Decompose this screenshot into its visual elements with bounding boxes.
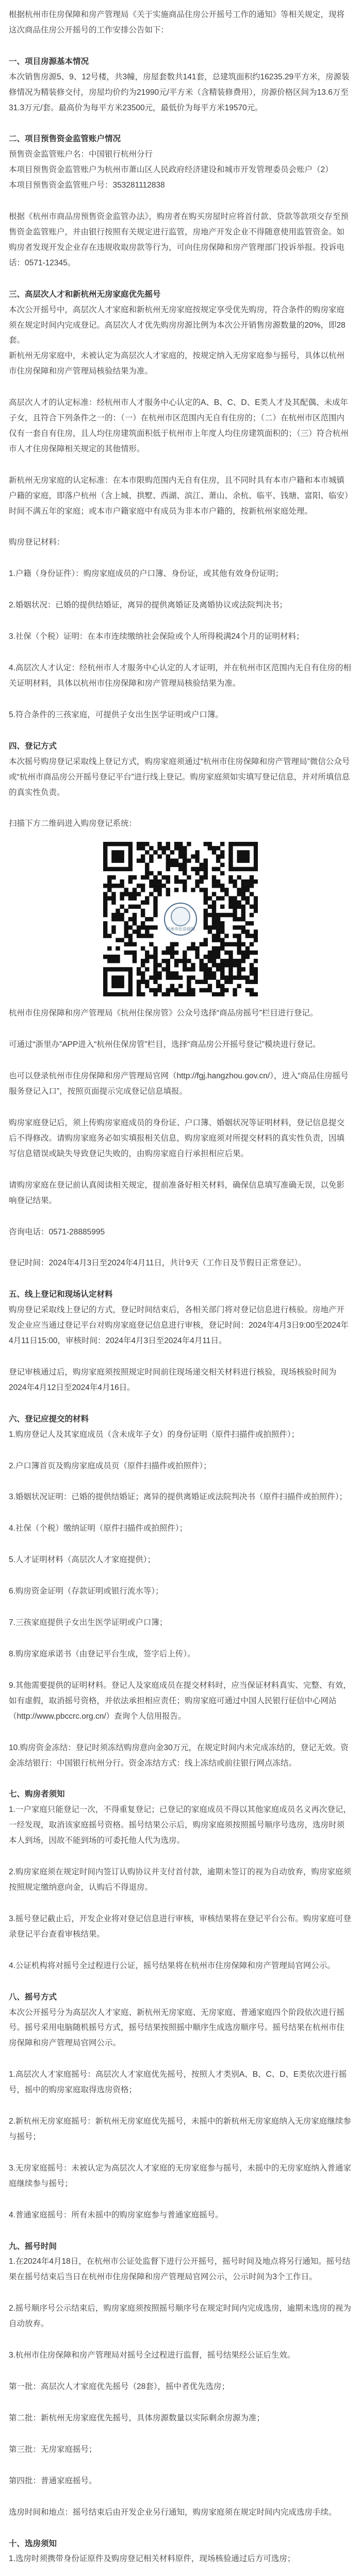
section-heading: 七、购房者须知	[9, 1790, 65, 1799]
paragraph-spacer	[9, 1053, 352, 1069]
paragraph-spacer	[9, 1771, 352, 1787]
paragraph-spacer	[9, 2458, 352, 2473]
paragraph: 2.购房家庭须在规定时间内签订认购协议并支付首付款，逾期未签订的视为自动放弃，购房家庭须按照规定缴纳意向金，认购后不得退房。	[9, 1868, 351, 1892]
paragraph-spacer	[9, 1599, 352, 1615]
paragraph: 3.婚姻状况证明：已婚的提供结婚证；离异的提供离婚证或法院判决书（原件扫描件或拍照件）；	[9, 1493, 348, 1502]
paragraph: 高层次人才的认定标准：经杭州市人才服务中心认定的A、B、C、D、E类人才及其配偶、未成年子女，且符合下列条件之一的：（一）在杭州市区范围内无自有住房的；（二）在杭州市区范围内仅有一套自有住房，且人均住房建筑面积低于杭州市上年度人均住房建筑面积的；（三）符合杭州市人才住房保障相关规定的其他情形。	[9, 398, 349, 453]
section-heading: 三、高层次人才和新杭州无房家庭优先摇号	[9, 290, 161, 299]
notice-body-part-2	[9, 1006, 352, 2576]
paragraph: 7.三孩家庭提供子女出生医学证明或户口簿；	[9, 1618, 168, 1628]
section-heading: 五、线上登记和现场认定材料	[9, 1290, 113, 1299]
paragraph-spacer	[9, 691, 352, 707]
paragraph-spacer	[9, 2098, 352, 2114]
paragraph: 8.购房家庭承诺书（由登记平台生成，签字后上传）。	[9, 1650, 195, 1658]
paragraph: 1.在2024年4月18日，在杭州市公证处监督下进行公开摇号，摇号时间及地点将另行通知。摇号结果在摇号结束后当日在杭州市住房保障和房产管理局官网公示，公示时间为3个工作日。	[9, 2257, 351, 2282]
paragraph: 2.摇号顺序号公示结束后，购房家庭须按照摇号顺序号在规定时间内完成选房，逾期未选房的视为自动放弃。	[9, 2304, 351, 2329]
paragraph-spacer	[9, 645, 352, 660]
paragraph-spacer	[9, 2192, 352, 2208]
registration-qr-code[interactable]	[103, 842, 258, 996]
paragraph: 购房家庭登记后，须上传购房家庭成员的身份证、户口簿、婚姻状况等证明材料，登记信息提交后不得修改。请购房家庭务必如实填报相关信息，购房家庭须对所提交材料的真实性负责，因填写信息错误或缺失导致登记失败的，由购房家庭自行承担相应后果。	[9, 1118, 345, 1158]
paragraph: 购房登记采取线上登记的方式，登记时间结束后，各相关部门将对登记信息进行核验。房地产开发企业应当通过登记平台对购房家庭登记信息进行审核，登记时间：2024年4月3日9:00至2024年4月11日15:00，审核时间：2024年4月3日至2024年4月11日。	[9, 1306, 349, 1346]
paragraph: 3.无房家庭摇号：未被认定为高层次人才家庭的无房家庭参与摇号，未摇中的无房家庭纳入普通家庭继续参与摇号；	[9, 2163, 351, 2188]
paragraph: 1.一户家庭只能登记一次，不得重复登记；已登记的家庭成员不得以其他家庭成员名义再次登记，一经发现，取消该家庭摇号资格。摇号结果公示后，购房家庭须按照摇号顺序号选房，选房时须本人到场，因故不能到场的可委托他人代为选房。	[9, 1805, 351, 1845]
paragraph-spacer	[9, 1443, 352, 1459]
qr-center-emblem	[162, 901, 199, 938]
paragraph: 5.人才证明材料（高层次人才家庭提供）；	[9, 1555, 156, 1565]
paragraph: 1.选房时须携带身份证原件及购房登记相关材料原件，现场核验通过后方可选房；	[9, 2554, 296, 2564]
paragraph-spacer	[9, 1240, 352, 1256]
paragraph-spacer	[9, 1162, 352, 1178]
paragraph-spacer	[9, 2489, 352, 2505]
paragraph-spacer	[9, 1536, 352, 1552]
paragraph-spacer	[9, 1473, 352, 1489]
paragraph-spacer	[9, 1209, 352, 1225]
paragraph-spacer	[9, 193, 352, 209]
paragraph: 2.新杭州无房家庭摇号：新杭州无房家庭优先摇号，未摇中的新杭州无房家庭纳入无房家庭继续参与摇号；	[9, 2117, 351, 2141]
paragraph: 咨询电话：0571-28885995	[9, 1227, 105, 1236]
paragraph: 登记审核通过后，购房家庭须按照规定时间前往现场递交相关材料进行核验，现场核验时间为2024年4月12日至2024年4月16日。	[9, 1367, 337, 1392]
paragraph: 5.符合条件的三孩家庭，可提供子女出生医学证明或户口簿。	[9, 710, 223, 719]
paragraph: 也可以登录杭州市住房保障和房产管理局官网（http://fgj.hangzhou.gov.cn/），进入“商品住房摇号服务登记入口”，按照页面提示完成登记信息填报。	[9, 1072, 349, 1096]
paragraph-spacer	[9, 1942, 352, 1958]
section-heading: 二、项目预售资金监管账户情况	[9, 134, 121, 144]
paragraph: 3.杭州市住房保障和房产管理局对摇号全过程进行监督，摇号结果经公证后生效。	[9, 2351, 296, 2360]
paragraph-spacer	[9, 723, 352, 739]
section-heading: 六、登记应提交的材料	[9, 1414, 89, 1423]
paragraph-spacer	[9, 457, 352, 473]
paragraph: 1.购房登记人及其家庭成员（含未成年子女）的身份证明（原件扫描件或拍照件）；	[9, 1430, 300, 1439]
paragraph: 新杭州无房家庭的认定标准：在本市限购范围内无自有住房，且不同时具有本市户籍和本市城镇户籍的家庭，即落户杭州（含上城、拱墅、西湖、滨江、萧山、余杭、临平、钱塘、富阳、临安）时间不满五年的家庭；或本市户籍家庭中有成员为非本市户籍的，按新杭州家庭处理。	[9, 476, 349, 516]
section-heading: 十、选房须知	[9, 2539, 57, 2548]
paragraph: 选房时间和地点：摇号结束后由开发企业另行通知，购房家庭须在规定时间内完成选房手续。	[9, 2507, 337, 2517]
paragraph: 第三批：无房家庭摇号；	[9, 2445, 97, 2454]
paragraph: 4.公证机构将对摇号全过程进行公证，摇号结果将在杭州市住房保障和房产管理局官网公示。	[9, 1961, 335, 1970]
paragraph: 10.购房资金冻结：登记时须冻结购房意向金30万元，在规定时间内未完成冻结的，登记无效。资金冻结银行：中国银行杭州分行。资金冻结方式：线上冻结或前往银行网点冻结。	[9, 1743, 349, 1768]
paragraph: 根据杭州市住房保障和房产管理局《关于实施商品住房公开摇号工作的通知》等相关规定，现将这次商品住房公开摇号的工作安排公告如下：	[9, 10, 345, 35]
emblem-icon	[164, 903, 197, 936]
paragraph: 登记时间：2024年4月3日至2024年4月11日，共计9天（工作日及节假日正常登记）。	[9, 1259, 306, 1268]
paragraph: 请购房家庭在登记前认真阅读相关规定，提前准备好相关材料，确保信息填写准确无误，以免影响登记结果。	[9, 1180, 345, 1205]
section-heading: 四、登记方式	[9, 741, 57, 751]
paragraph-spacer	[9, 271, 352, 287]
paragraph-spacer	[9, 2520, 352, 2536]
paragraph: 本次摇号购房登记采取线上登记方式，购房家庭须通过“杭州市住房保障和房产管理局”微信公众号或“杭州市商品房公开摇号登记平台”进行线上登记。购房家庭须如实填写登记信息，并对所填信息的真实性负责。	[9, 757, 350, 797]
section-heading: 八、摇号方式	[9, 1992, 57, 2002]
paragraph: 1.高层次人才家庭摇号：高层次人才家庭优先摇号，按照人才类别A、B、C、D、E类依次进行摇号，摇中的购房家庭取得选房资格；	[9, 2070, 347, 2095]
paragraph: 预售资金监管账户名：中国银行杭州分行	[9, 150, 153, 159]
paragraph-spacer	[9, 2426, 352, 2442]
paragraph: 第四批：普通家庭摇号。	[9, 2476, 97, 2485]
paragraph: 3.社保（个税）证明：在本市连续缴纳社会保险或个人所得税满24个月的证明材料；	[9, 632, 304, 641]
paragraph: 第二批：新杭州无房家庭优先摇号，具体房源数量以实际剩余房源为准；	[9, 2413, 265, 2422]
paragraph: 第一批：高层次人才家庭优先摇号（28套），摇中者优先选房；	[9, 2382, 229, 2391]
paragraph: 杭州市住房保障和房产管理局《杭州住保房管》公众号选择“商品房摇号”栏目进行登记。	[9, 1009, 318, 1018]
paragraph: 9.其他需要提供的证明材料。登记人及家庭成员在提交材料时，应当保证材料真实、完整、有效，如有虚假，取消摇号资格，并依法承担相应责任；购房家庭可通过中国人民银行征信中心网站（http://www.pbccrc.org.cn/）查询个人信用报告。	[9, 1681, 351, 1721]
paragraph-spacer	[9, 1099, 352, 1115]
paragraph-spacer	[9, 115, 352, 131]
paragraph: 6.购房资金证明（存款证明或银行流水等）；	[9, 1587, 163, 1596]
paragraph-spacer	[9, 2145, 352, 2161]
paragraph-spacer	[9, 38, 352, 54]
paragraph-spacer	[9, 2567, 352, 2576]
paragraph-spacer	[9, 1974, 352, 1990]
paragraph: 4.普通家庭摇号：所有未摇中的购房家庭参与普通家庭摇号。	[9, 2210, 223, 2219]
paragraph-spacer	[9, 1568, 352, 1584]
paragraph: 扫描下方二维码进入购房登记系统：	[9, 819, 137, 828]
paragraph: 本项目预售资金监管账户为杭州市萧山区人民政府经济建设和城市开发管理委员会账户（2）	[9, 165, 333, 175]
paragraph-spacer	[9, 1021, 352, 1037]
paragraph-spacer	[9, 1505, 352, 1521]
paragraph: 新杭州无房家庭中，未被认定为高层次人才家庭的，按规定纳入无房家庭参与摇号，具体以杭州市住房保障和房产管理局核验结果为准。	[9, 351, 345, 376]
paragraph-spacer	[9, 1895, 352, 1911]
paragraph: 4.高层次人才认定：经杭州市人才服务中心认定的人才证明，并在杭州市区范围内无自有住房的相关证明材料，具体以杭州市住房保障和房产管理局核验结果为准。	[9, 664, 351, 688]
paragraph-spacer	[9, 2051, 352, 2067]
paragraph-spacer	[9, 550, 352, 566]
qr-caption: 杭州市住房保障	[166, 927, 195, 932]
paragraph-spacer	[9, 1631, 352, 1647]
paragraph: 3.摇号登记截止后，开发企业将对登记信息进行审核，审核结果将在登记平台公布。购房家庭可登录登记平台查看审核结果。	[9, 1914, 351, 1939]
paragraph-spacer	[9, 1849, 352, 1865]
paragraph-spacer	[9, 519, 352, 535]
paragraph-spacer	[9, 2332, 352, 2348]
paragraph: 购房登记材料：	[9, 538, 65, 547]
paragraph-spacer	[9, 1396, 352, 1412]
paragraph: 2.户口簿首页及购房家庭成员页（原件扫描件或拍照件）；	[9, 1461, 211, 1470]
paragraph-spacer	[9, 2285, 352, 2301]
paragraph-spacer	[9, 1662, 352, 1678]
paragraph-spacer	[9, 800, 352, 816]
paragraph-spacer	[9, 1349, 352, 1365]
paragraph: 本次公开摇号中，高层次人才家庭和新杭州无房家庭按规定享受优先购房，符合条件的购房家庭须在规定时间内完成登记。高层次人才优先购房房源比例为本次公开销售房源数量的20%，即28套。	[9, 305, 346, 345]
section-heading: 九、摇号时间	[9, 2242, 57, 2251]
paragraph: 4.社保（个税）缴纳证明（原件扫描件或拍照件）；	[9, 1524, 188, 1533]
paragraph: 本次销售房源5、9、12号楼，共3幢，房屋套数共141套，总建筑面积约16235.29平方米，房源装修情况为精装修交付，房屋均价约为21990元/平方米（含精装修费用），房源价格区间为13.6万至31.3万元/套。最高价为每平方米23500元，最低价为每平方米19570元。	[9, 72, 350, 112]
paragraph-spacer	[9, 1271, 352, 1287]
paragraph: 根据《杭州市商品房预售资金监管办法》，购房者在购买房屋时应将首付款、贷款等款项交存至预售资金监管账户，并由银行按照有关规定进行监管，房地产开发企业不得随意使用监管资金。如购房者发现开发企业存在违规收取房款等行为，可向住房保障和房产管理部门投诉举报。投诉电话：0571-12345。	[9, 212, 349, 267]
paragraph-spacer	[9, 582, 352, 598]
paragraph: 本项目预售资金监管账户号：353281112838	[9, 181, 165, 190]
paragraph: 可通过“浙里办”APP进入“杭州住保房管”栏目，选择“商品房公开摇号登记”模块进行登记。	[9, 1040, 321, 1049]
paragraph-spacer	[9, 2363, 352, 2379]
section-heading: 一、项目房源基本情况	[9, 57, 89, 66]
paragraph-spacer	[9, 2395, 352, 2411]
paragraph-spacer	[9, 2223, 352, 2239]
paragraph-spacer	[9, 1724, 352, 1740]
paragraph: 1.户籍（身份证件）：购房家庭成员的户口簿、身份证，或其他有效身份证明；	[9, 569, 284, 579]
paragraph-spacer	[9, 613, 352, 629]
paragraph: 本次公开摇号分为高层次人才家庭、新杭州无房家庭、无房家庭、普通家庭四个阶段依次进行摇号。摇号采用电脑随机摇号方式，摇号结果按照摇中顺序生成选房顺序号。摇号结果在杭州市住房保障和房产管理局官网公示。	[9, 2008, 345, 2048]
paragraph-spacer	[9, 379, 352, 395]
notice-body-part-1	[9, 7, 352, 832]
paragraph: 2.婚姻状况：已婚的提供结婚证，离异的提供离婚证及离婚协议或法院判决书；	[9, 601, 287, 610]
